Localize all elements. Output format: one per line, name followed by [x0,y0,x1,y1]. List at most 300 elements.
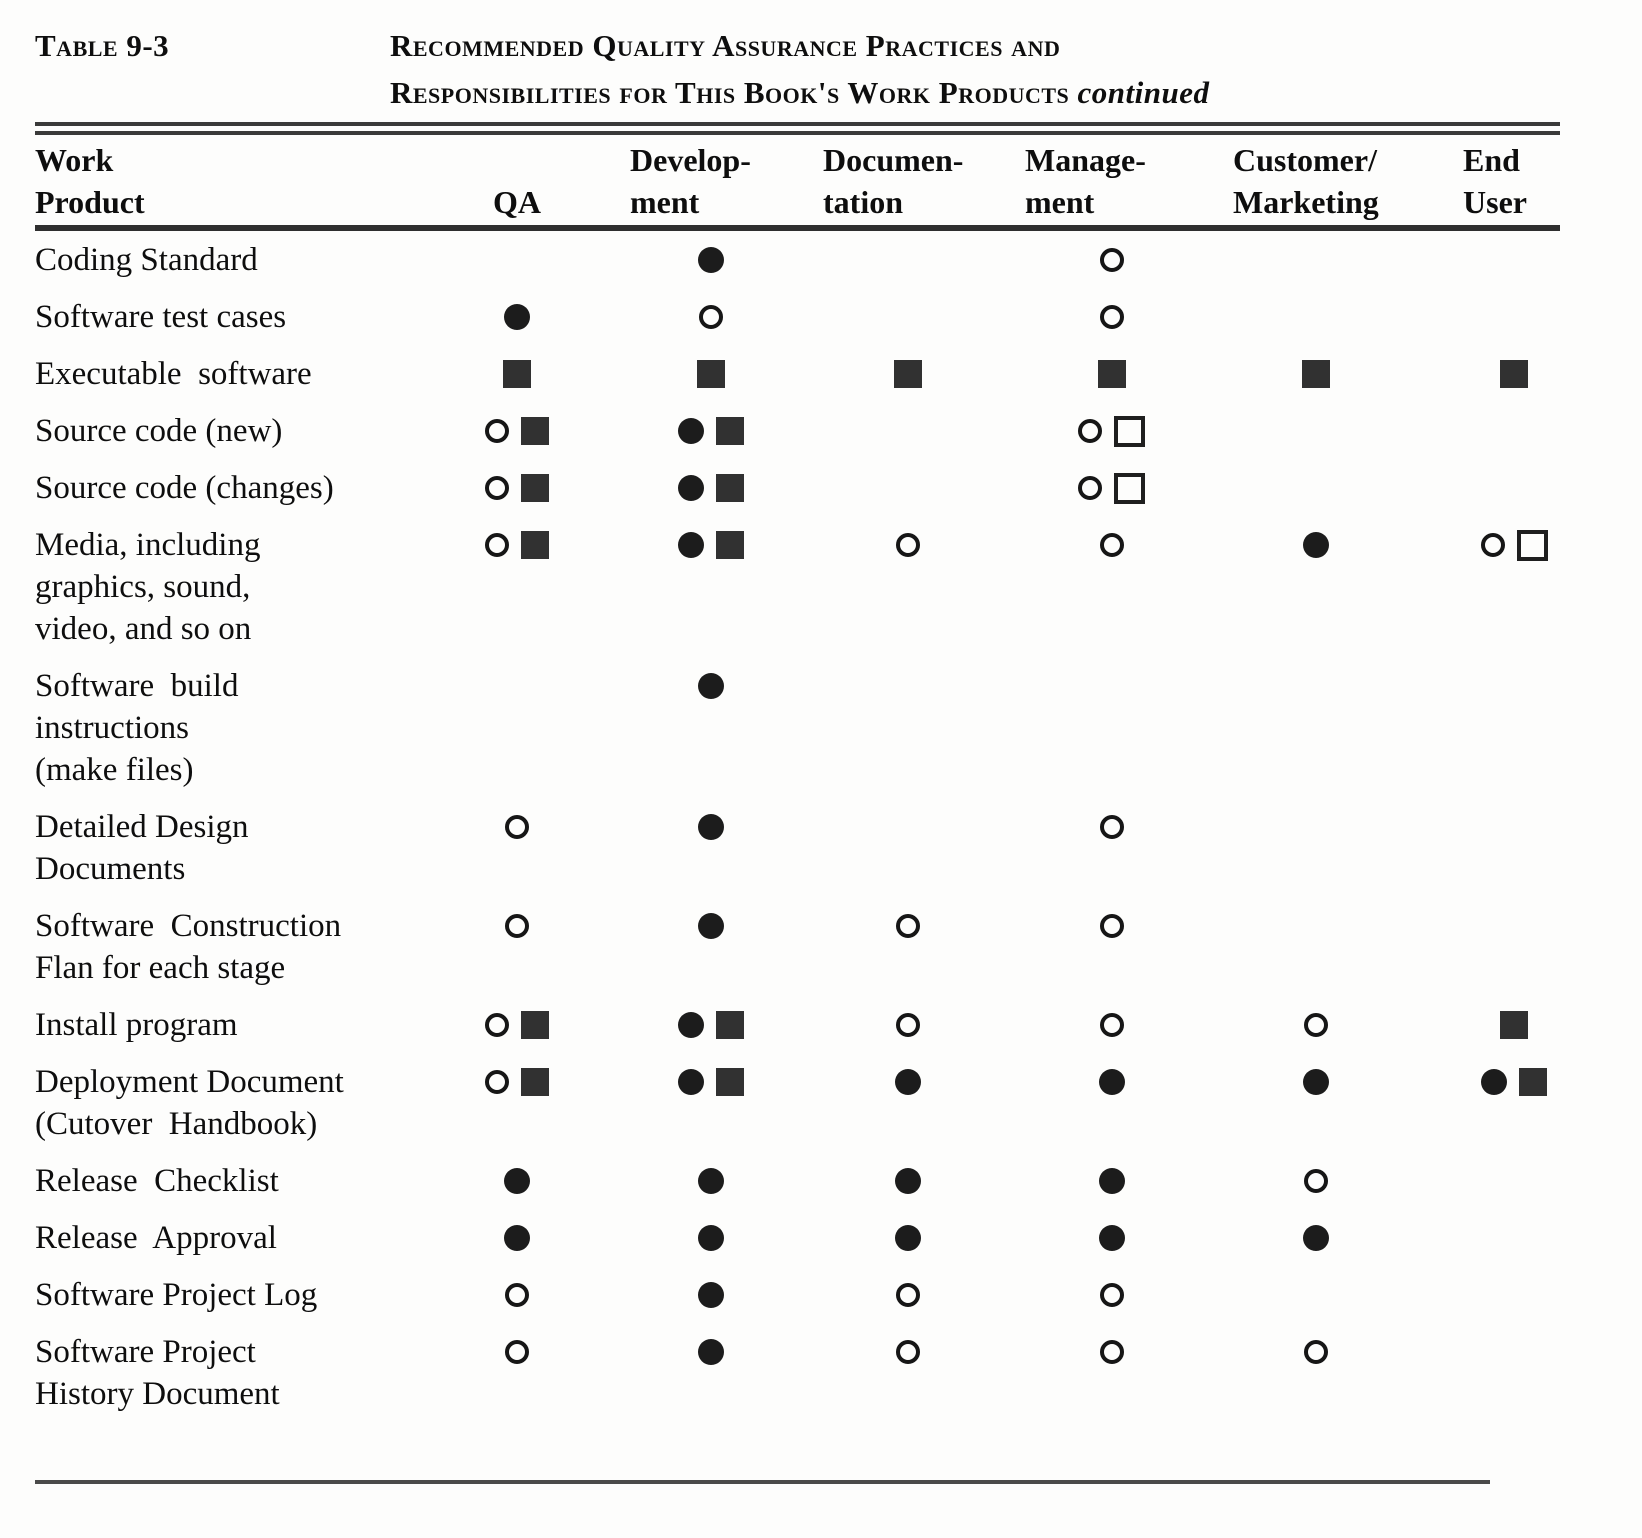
symbol-group [1442,296,1586,338]
cell-development [614,1274,808,1316]
row-label [35,806,420,890]
filled-circle-icon [698,1168,724,1194]
open-circle-icon [1100,533,1124,557]
symbol-group [808,1217,1008,1259]
cell-end_user [1416,239,1560,281]
symbol-group [1008,239,1215,281]
cell-customer_marketing [1215,1061,1416,1103]
cell-documentation [808,353,1008,395]
cell-end_user [1416,296,1560,338]
symbol-group [1008,1061,1215,1103]
table-row [35,905,1560,989]
cell-customer_marketing [1215,905,1416,947]
cell-qa [420,1004,614,1046]
cell-customer_marketing [1215,1160,1416,1202]
symbol-group [614,524,808,566]
table-row [35,239,1560,281]
symbol-group [420,1004,614,1046]
open-circle-icon [485,533,509,557]
cell-development [614,806,808,848]
filled-circle-icon [698,913,724,939]
table-caption [35,22,1642,116]
table-number-label: Table 9-3 [35,28,170,63]
open-square-icon [1517,530,1548,561]
cell-development [614,905,808,947]
row-label [35,296,420,338]
symbol-group [1442,1217,1586,1259]
row-label-line: Software Construction [35,908,342,944]
symbol-group [1008,524,1215,566]
symbol-group [420,1274,614,1316]
cell-customer_marketing [1215,665,1416,707]
row-label-line: Software test cases [35,299,287,335]
symbol-group [1008,1274,1215,1316]
open-circle-icon [1100,815,1124,839]
symbol-group [1215,905,1416,947]
open-circle-icon [699,305,723,329]
cell-management [1008,524,1215,566]
row-label [35,410,420,452]
row-label [35,1274,420,1316]
filled-circle-icon [504,1225,530,1251]
cell-documentation [808,296,1008,338]
filled-square-icon [716,1068,744,1096]
cell-end_user [1416,410,1560,452]
row-label-line: Documents [35,851,186,887]
symbol-group [808,905,1008,947]
cell-end_user [1416,806,1560,848]
cell-development [614,524,808,566]
filled-circle-icon [678,475,704,501]
cell-management [1008,905,1215,947]
symbol-group [808,353,1008,395]
table-row [35,1061,1560,1145]
column-header-documentation [808,139,1008,223]
row-label [35,524,420,650]
row-label-line: video, and so on [35,611,252,647]
symbol-group [1442,905,1586,947]
cell-qa [420,806,614,848]
row-label-line: Coding Standard [35,242,258,278]
symbol-group [420,239,614,281]
symbol-group [1215,1217,1416,1259]
filled-circle-icon [1303,1225,1329,1251]
symbol-group [1008,467,1215,509]
symbol-group [420,905,614,947]
filled-square-icon [1500,1011,1528,1039]
filled-square-icon [503,360,531,388]
symbol-group [1442,1274,1586,1316]
symbol-group [614,1217,808,1259]
filled-circle-icon [504,304,530,330]
cell-customer_marketing [1215,524,1416,566]
filled-square-icon [1500,360,1528,388]
column-header-work_product [35,139,420,223]
symbol-group [1442,806,1586,848]
symbol-group [420,353,614,395]
filled-square-icon [716,474,744,502]
row-label-line: History Document [35,1376,280,1412]
open-square-icon [1114,473,1145,504]
cell-management [1008,665,1215,707]
symbol-group [1442,1160,1586,1202]
cell-development [614,410,808,452]
symbol-group [614,239,808,281]
column-header-end_user [1416,139,1560,223]
filled-circle-icon [678,418,704,444]
table-header-row [35,139,1560,223]
cell-documentation [808,905,1008,947]
symbol-group [614,665,808,707]
symbol-group [808,1274,1008,1316]
symbol-group [1442,467,1586,509]
column-header-development [614,139,808,223]
symbol-group [1215,524,1416,566]
cell-customer_marketing [1215,1004,1416,1046]
open-circle-icon [505,914,529,938]
cell-qa [420,296,614,338]
row-label [35,353,420,395]
symbol-group [1442,1004,1586,1046]
table-row [35,1217,1560,1259]
table-title-line1: Recommended Quality Assurance Practices and [390,28,1061,63]
symbol-group [420,1217,614,1259]
cell-documentation [808,1274,1008,1316]
open-circle-icon [1100,1340,1124,1364]
symbol-group [1215,467,1416,509]
open-circle-icon [896,1013,920,1037]
cell-management [1008,1331,1215,1373]
symbol-group [420,806,614,848]
symbol-group [1008,410,1215,452]
symbol-group [1215,806,1416,848]
filled-square-icon [1302,360,1330,388]
open-circle-icon [505,1340,529,1364]
open-circle-icon [485,476,509,500]
row-label [35,467,420,509]
filled-square-icon [521,474,549,502]
cell-end_user [1416,665,1560,707]
symbol-group [1215,1061,1416,1103]
symbol-group [808,665,1008,707]
filled-circle-icon [698,814,724,840]
row-label-line: Software Project [35,1334,256,1370]
filled-square-icon [716,531,744,559]
symbol-group [614,353,808,395]
filled-circle-icon [1099,1225,1125,1251]
symbol-group [808,1160,1008,1202]
cell-management [1008,410,1215,452]
cell-end_user [1416,524,1560,566]
symbol-group [420,1331,614,1373]
open-circle-icon [505,1283,529,1307]
cell-end_user [1416,1274,1560,1316]
column-header-line: Marketing [1233,184,1379,220]
cell-qa [420,1217,614,1259]
cell-development [614,239,808,281]
table-top-rule [35,122,1560,135]
cell-customer_marketing [1215,1217,1416,1259]
cell-qa [420,410,614,452]
column-header-line: ment [630,184,700,220]
cell-qa [420,353,614,395]
column-header-line: User [1463,184,1527,220]
symbol-group [420,467,614,509]
column-header-line: Customer/ [1233,142,1377,178]
filled-circle-icon [1099,1069,1125,1095]
filled-circle-icon [678,532,704,558]
cell-documentation [808,1004,1008,1046]
cell-qa [420,1331,614,1373]
symbol-group [420,665,614,707]
symbol-group [420,524,614,566]
row-label [35,665,420,791]
filled-square-icon [697,360,725,388]
open-circle-icon [1078,419,1102,443]
filled-square-icon [521,531,549,559]
cell-documentation [808,239,1008,281]
cell-end_user [1416,1331,1560,1373]
column-header-management [1008,139,1215,223]
cell-customer_marketing [1215,1274,1416,1316]
cell-documentation [808,524,1008,566]
row-label-line: Flan for each stage [35,950,286,986]
symbol-group [614,1274,808,1316]
table-row [35,353,1560,395]
cell-qa [420,1061,614,1103]
column-header-line: Work [35,142,114,178]
cell-end_user [1416,1217,1560,1259]
cell-customer_marketing [1215,353,1416,395]
symbol-group [1008,296,1215,338]
cell-development [614,1004,808,1046]
column-header-line: Manage- [1025,142,1146,178]
table-row [35,410,1560,452]
symbol-group [1008,1004,1215,1046]
cell-development [614,1217,808,1259]
symbol-group [1442,239,1586,281]
cell-end_user [1416,467,1560,509]
symbol-group [1215,296,1416,338]
cell-development [614,1331,808,1373]
open-circle-icon [505,815,529,839]
symbol-group [614,1061,808,1103]
filled-square-icon [521,1068,549,1096]
symbol-group [1215,353,1416,395]
symbol-group [808,1331,1008,1373]
open-circle-icon [1100,1013,1124,1037]
table-title-line2-text: Responsibilities for This Book's Work Products [390,75,1070,110]
row-label-line: (make files) [35,752,194,788]
cell-management [1008,1004,1215,1046]
symbol-group [1215,1331,1416,1373]
cell-development [614,467,808,509]
symbol-group [420,410,614,452]
table-row [35,1160,1560,1202]
row-label [35,239,420,281]
cell-qa [420,1160,614,1202]
column-header-customer_marketing [1215,139,1416,223]
cell-management [1008,239,1215,281]
filled-square-icon [521,1011,549,1039]
row-label [35,905,420,989]
filled-circle-icon [895,1069,921,1095]
filled-circle-icon [698,1282,724,1308]
table-title [390,22,1210,116]
symbol-group [1442,1061,1586,1103]
open-circle-icon [896,1283,920,1307]
symbol-group [1442,410,1586,452]
symbol-group [1008,1160,1215,1202]
symbol-group [614,296,808,338]
table-row [35,296,1560,338]
cell-end_user [1416,353,1560,395]
symbol-group [808,806,1008,848]
symbol-group [614,806,808,848]
symbol-group [1442,665,1586,707]
column-header-line: tation [823,184,903,220]
filled-circle-icon [678,1012,704,1038]
open-circle-icon [1100,305,1124,329]
open-circle-icon [485,1070,509,1094]
cell-end_user [1416,1160,1560,1202]
table-row [35,806,1560,890]
row-label-line: graphics, sound, [35,569,251,605]
column-header-line: Product [35,184,145,220]
open-circle-icon [1100,914,1124,938]
row-label [35,1004,420,1046]
open-circle-icon [1304,1169,1328,1193]
row-label-line: instructions [35,710,189,746]
row-label-line: Source code (changes) [35,470,334,506]
row-label-line: Executable software [35,356,312,392]
symbol-group [1442,353,1586,395]
cell-management [1008,1061,1215,1103]
cell-management [1008,1160,1215,1202]
symbol-group [420,296,614,338]
row-label [35,1061,420,1145]
open-circle-icon [485,1013,509,1037]
cell-management [1008,296,1215,338]
table-row [35,467,1560,509]
filled-circle-icon [698,673,724,699]
symbol-group [808,296,1008,338]
cell-development [614,296,808,338]
cell-management [1008,806,1215,848]
cell-customer_marketing [1215,1331,1416,1373]
row-label-line: Source code (new) [35,413,283,449]
filled-circle-icon [1303,532,1329,558]
cell-documentation [808,1217,1008,1259]
symbol-group [1008,1217,1215,1259]
table-bottom-rule [35,1480,1490,1484]
open-circle-icon [1481,533,1505,557]
row-label [35,1217,420,1259]
symbol-group [1008,1331,1215,1373]
row-label-line: Software build [35,668,239,704]
cell-end_user [1416,1004,1560,1046]
cell-qa [420,467,614,509]
table-row [35,665,1560,791]
filled-square-icon [894,360,922,388]
open-circle-icon [1100,1283,1124,1307]
filled-circle-icon [895,1225,921,1251]
cell-customer_marketing [1215,467,1416,509]
symbol-group [808,1004,1008,1046]
table-row [35,1274,1560,1316]
column-header-line: QA [493,184,541,220]
cell-end_user [1416,1061,1560,1103]
table-row [35,1331,1560,1415]
row-label-line: Install program [35,1007,238,1043]
cell-documentation [808,806,1008,848]
cell-management [1008,353,1215,395]
symbol-group [614,1004,808,1046]
row-label-line: Media, including [35,527,261,563]
cell-customer_marketing [1215,410,1416,452]
filled-circle-icon [678,1069,704,1095]
symbol-group [808,467,1008,509]
cell-qa [420,905,614,947]
table-row [35,1004,1560,1046]
row-label-line: Software Project Log [35,1277,318,1313]
open-circle-icon [485,419,509,443]
symbol-group [1215,665,1416,707]
symbol-group [614,905,808,947]
cell-customer_marketing [1215,239,1416,281]
filled-circle-icon [895,1168,921,1194]
symbol-group [614,467,808,509]
symbol-group [420,1160,614,1202]
symbol-group [808,239,1008,281]
open-circle-icon [896,914,920,938]
table-row [35,524,1560,650]
filled-square-icon [716,1011,744,1039]
cell-management [1008,1217,1215,1259]
cell-documentation [808,410,1008,452]
filled-circle-icon [1099,1168,1125,1194]
cell-management [1008,1274,1215,1316]
symbol-group [1215,239,1416,281]
open-circle-icon [896,1340,920,1364]
filled-circle-icon [698,1225,724,1251]
open-circle-icon [896,533,920,557]
filled-circle-icon [698,1339,724,1365]
column-header-qa [420,181,614,223]
cell-development [614,665,808,707]
cell-development [614,353,808,395]
cell-customer_marketing [1215,296,1416,338]
symbol-group [420,1061,614,1103]
filled-circle-icon [504,1168,530,1194]
symbol-group [808,1061,1008,1103]
filled-square-icon [716,417,744,445]
symbol-group [808,524,1008,566]
symbol-group [1215,410,1416,452]
cell-qa [420,1274,614,1316]
open-circle-icon [1100,248,1124,272]
filled-square-icon [521,417,549,445]
symbol-group [1215,1274,1416,1316]
symbol-group [614,1160,808,1202]
cell-development [614,1061,808,1103]
symbol-group [1008,353,1215,395]
symbol-group [1008,806,1215,848]
column-header-line: ment [1025,184,1095,220]
open-circle-icon [1304,1340,1328,1364]
cell-documentation [808,1160,1008,1202]
row-label [35,1160,420,1202]
